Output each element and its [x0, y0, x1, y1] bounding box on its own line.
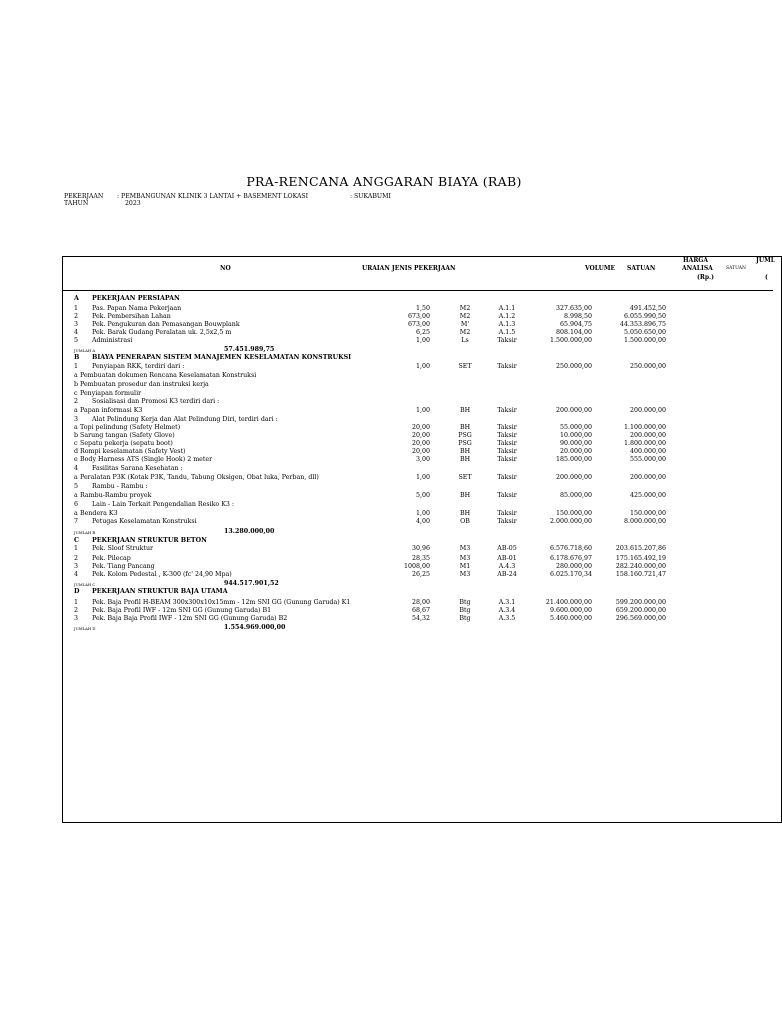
- row-jumlah: 5.050.650,00: [623, 329, 666, 336]
- row-volume: 1,00: [415, 510, 430, 517]
- row-number: b: [74, 381, 79, 388]
- row-volume: 673,00: [407, 313, 430, 320]
- row-description: Pek. Pengukuran dan Pemasangan Bouwplank: [92, 321, 240, 328]
- row-description: Alat Pelindung Kerja dan Alat Pelindung Diri, terdiri dari :: [92, 416, 278, 423]
- header-satuan-small: SATUAN: [726, 266, 746, 271]
- row-satuan: BH: [459, 424, 471, 431]
- row-harga-satuan: 2.000.000,00: [549, 518, 592, 525]
- row-harga-satuan: 327.635,00: [555, 305, 592, 312]
- header-analisa: ANALISA: [682, 265, 713, 272]
- row-analisa: Taksir: [497, 407, 517, 414]
- subtotal-label: JUMLAH D: [74, 626, 96, 631]
- row-number: 4: [74, 465, 79, 472]
- row-number: 2: [74, 555, 79, 562]
- row-harga-satuan: 250.000,00: [555, 363, 592, 370]
- row-description: Pembuatan prosedur dan instruksi kerja: [80, 381, 209, 388]
- row-harga-satuan: 808.104,00: [555, 329, 592, 336]
- row-volume: 26,25: [411, 571, 430, 578]
- row-jumlah: 659.200.000,00: [615, 607, 666, 614]
- row-analisa: A.1.2: [498, 313, 516, 320]
- row-analisa: AB-05: [497, 545, 517, 552]
- header-divider: [63, 290, 773, 291]
- row-description: Pek. Pembersihan Lahan: [92, 313, 171, 320]
- row-number: 7: [74, 518, 79, 525]
- row-satuan: M3: [459, 571, 471, 578]
- row-harga-satuan: 150.000,00: [555, 510, 592, 517]
- row-harga-satuan: 55.000,00: [559, 424, 592, 431]
- row-jumlah: 491.452,50: [629, 305, 666, 312]
- row-satuan: PSG: [458, 440, 472, 447]
- row-harga-satuan: 9.600.000,00: [549, 607, 592, 614]
- row-number: 5: [74, 337, 79, 344]
- row-description: Rompi keselamatan (Safety Vest): [80, 448, 186, 455]
- row-satuan: Btg: [459, 607, 471, 614]
- row-number: 3: [74, 416, 79, 423]
- row-description: Pek. Kolom Pedestal , K-300 (fc' 24,90 Mpa): [92, 571, 232, 578]
- tahun-label: TAHUN: [64, 200, 89, 207]
- row-analisa: AB-24: [497, 571, 517, 578]
- page-title: PRA-RENCANA ANGGARAN BIAYA (RAB): [246, 174, 522, 189]
- row-jumlah: 599.200.000,00: [615, 599, 666, 606]
- row-analisa: Taksir: [497, 448, 517, 455]
- row-volume: 1,00: [415, 337, 430, 344]
- row-satuan: SET: [458, 474, 472, 481]
- row-jumlah: 282.240.000,00: [615, 563, 666, 570]
- row-number: 3: [74, 615, 79, 622]
- row-harga-satuan: 200.000,00: [555, 407, 592, 414]
- header-jumlah: JUML: [756, 257, 775, 264]
- row-description: Lain - Lain Terkait Pengendalian Resiko K3 :: [92, 501, 235, 508]
- row-volume: 30,96: [411, 545, 430, 552]
- row-satuan: PSG: [458, 432, 472, 439]
- row-harga-satuan: 200.000,00: [555, 474, 592, 481]
- row-satuan: Btg: [459, 599, 471, 606]
- row-description: PEKERJAAN PERSIAPAN: [92, 295, 180, 302]
- row-number: a: [74, 407, 78, 414]
- row-jumlah: 158.160.721,47: [615, 571, 666, 578]
- row-harga-satuan: 20.000,00: [559, 448, 592, 455]
- row-harga-satuan: 6.576.718,60: [549, 545, 592, 552]
- row-description: Bendera K3: [80, 510, 118, 517]
- header-rp: (Rp.): [697, 274, 714, 281]
- subtotal-value: 1.554.969.000,00: [224, 624, 286, 631]
- row-jumlah: 200.000,00: [629, 474, 666, 481]
- row-satuan: M3: [459, 555, 471, 562]
- row-satuan: M': [460, 321, 470, 328]
- row-harga-satuan: 6.178.676,97: [549, 555, 592, 562]
- row-description: Pek. Baja Baja Profil IWF - 12m SNI GG (Gunung Garuda) B2: [92, 615, 288, 622]
- row-description: Papan informasi K3: [80, 407, 143, 414]
- row-description: BIAYA PENERAPAN SISTEM MANAJEMEN KESELAMATAN KONSTRUKSI: [92, 354, 352, 361]
- subtotal-value: 57.451.989,75: [224, 346, 275, 353]
- row-analisa: A.1.3: [498, 321, 516, 328]
- row-analisa: Taksir: [497, 440, 517, 447]
- row-analisa: Taksir: [497, 456, 517, 463]
- row-harga-satuan: 90.000,00: [559, 440, 592, 447]
- subtotal-label: JUMLAH C: [74, 582, 96, 587]
- row-analisa: Taksir: [497, 492, 517, 499]
- row-volume: 54,32: [411, 615, 430, 622]
- row-description: Pek. Barak Gudang Peralatan uk. 2,5x2,5 m: [92, 329, 232, 336]
- row-harga-satuan: 280.000,00: [555, 563, 592, 570]
- row-harga-satuan: 6.025.170,34: [549, 571, 592, 578]
- row-volume: 20,00: [411, 432, 430, 439]
- row-description: Peralatan P3K (Kotak P3K, Tandu, Tabung Oksigen, Obat luka, Perban, dll): [80, 474, 319, 481]
- row-volume: 1,50: [415, 305, 430, 312]
- header-volume: VOLUME: [585, 265, 616, 272]
- row-jumlah: 555.000,00: [629, 456, 666, 463]
- row-volume: 3,00: [415, 456, 430, 463]
- row-description: PEKERJAAN STRUKTUR BETON: [92, 537, 207, 544]
- row-number: a: [74, 424, 78, 431]
- row-number: 4: [74, 329, 79, 336]
- row-analisa: Taksir: [497, 432, 517, 439]
- row-jumlah: 200.000,00: [629, 407, 666, 414]
- row-description: Penyiapan RKK, terdiri dari :: [92, 363, 185, 370]
- row-volume: 1008,00: [403, 563, 430, 570]
- row-volume: 1,00: [415, 474, 430, 481]
- row-jumlah: 8.000.000,00: [623, 518, 666, 525]
- row-volume: 20,00: [411, 424, 430, 431]
- row-jumlah: 1.100.000,00: [623, 424, 666, 431]
- row-analisa: A.3.5: [498, 615, 516, 622]
- row-volume: 20,00: [411, 448, 430, 455]
- row-jumlah: 175.165.492,19: [615, 555, 666, 562]
- row-satuan: Btg: [459, 615, 471, 622]
- row-analisa: Taksir: [497, 363, 517, 370]
- row-satuan: BH: [459, 456, 471, 463]
- row-number: 1: [74, 363, 79, 370]
- row-volume: 4,00: [415, 518, 430, 525]
- header-uraian: URAIAN JENIS PEKERJAAN: [362, 265, 456, 272]
- row-satuan: BH: [459, 448, 471, 455]
- row-number: c: [74, 440, 78, 447]
- row-description: Pek. Pilecap: [92, 555, 131, 562]
- row-analisa: Taksir: [497, 518, 517, 525]
- row-analisa: A.1.5: [498, 329, 516, 336]
- row-number: 1: [74, 545, 79, 552]
- row-description: Pek. Tiang Pancang: [92, 563, 155, 570]
- row-description: Petugas Keselamatan Konstruksi: [92, 518, 197, 525]
- row-number: C: [74, 537, 80, 544]
- row-volume: 1,00: [415, 407, 430, 414]
- row-analisa: Taksir: [497, 474, 517, 481]
- row-satuan: M1: [459, 563, 471, 570]
- row-description: Pek. Baja Profil H-BEAM 300x300x10x15mm - 12m SNI GG (Gunung Garuda) K1: [92, 599, 351, 606]
- row-harga-satuan: 1.500.000,00: [549, 337, 592, 344]
- row-volume: 1,00: [415, 363, 430, 370]
- row-number: 4: [74, 571, 79, 578]
- row-harga-satuan: 65.904,75: [559, 321, 592, 328]
- row-analisa: Taksir: [497, 510, 517, 517]
- row-satuan: M3: [459, 545, 471, 552]
- row-number: 2: [74, 607, 79, 614]
- row-volume: 68,67: [411, 607, 430, 614]
- subtotal-label: JUMLAH A: [74, 348, 96, 353]
- row-volume: 20,00: [411, 440, 430, 447]
- row-satuan: M2: [459, 313, 471, 320]
- row-jumlah: 425.000,00: [629, 492, 666, 499]
- header-harga: HARGA: [683, 257, 709, 264]
- header-no: NO: [220, 265, 231, 272]
- subtotal-value: 13.280.000,00: [224, 528, 275, 535]
- row-description: Body Harness ATS (Single Hook) 2 meter: [80, 456, 213, 463]
- row-harga-satuan: 8.998,50: [563, 313, 592, 320]
- row-satuan: M2: [459, 305, 471, 312]
- row-description: Sepatu pekerja (sepatu boot): [80, 440, 173, 447]
- row-jumlah: 150.000,00: [629, 510, 666, 517]
- row-description: PEKERJAAN STRUKTUR BAJA UTAMA: [92, 588, 228, 595]
- header-satuan: SATUAN: [627, 265, 656, 272]
- row-harga-satuan: 10.000,00: [559, 432, 592, 439]
- row-description: Administrasi: [92, 337, 133, 344]
- pekerjaan-label: PEKERJAAN: [64, 193, 104, 200]
- row-number: 2: [74, 313, 79, 320]
- row-number: D: [74, 588, 80, 595]
- row-description: Pek. Sloof Struktur: [92, 545, 154, 552]
- row-description: Pembuatan dokumen Rencana Keselamatan Konstruksi: [80, 372, 257, 379]
- row-number: 1: [74, 305, 79, 312]
- row-jumlah: 1.500.000,00: [623, 337, 666, 344]
- row-number: c: [74, 390, 78, 397]
- row-number: a: [74, 510, 78, 517]
- row-jumlah: 6.055.990,50: [623, 313, 666, 320]
- row-satuan: Ls: [461, 337, 469, 344]
- row-number: 3: [74, 321, 79, 328]
- row-jumlah: 296.569.000,00: [615, 615, 666, 622]
- row-description: Fasilitas Sarana Kesehatan :: [92, 465, 183, 472]
- row-volume: 5,00: [415, 492, 430, 499]
- row-description: Rambu-Rambu proyek: [80, 492, 152, 499]
- row-jumlah: 250.000,00: [629, 363, 666, 370]
- lokasi-value: : SUKABUMI: [350, 193, 391, 200]
- row-number: 1: [74, 599, 79, 606]
- tahun-value: 2023: [125, 200, 141, 207]
- row-analisa: AB-01: [497, 555, 517, 562]
- row-number: 3: [74, 563, 79, 570]
- row-analisa: A.1.1: [498, 305, 516, 312]
- row-analisa: A.3.4: [498, 607, 516, 614]
- row-jumlah: 400.000,00: [629, 448, 666, 455]
- row-harga-satuan: 85.000,00: [559, 492, 592, 499]
- row-harga-satuan: 5.460.000,00: [549, 615, 592, 622]
- row-number: 5: [74, 483, 79, 490]
- row-number: a: [74, 474, 78, 481]
- row-jumlah: 1.800.000,00: [623, 440, 666, 447]
- row-jumlah: 44.353.896,75: [619, 321, 666, 328]
- row-number: a: [74, 492, 78, 499]
- row-volume: 673,00: [407, 321, 430, 328]
- row-number: A: [74, 295, 79, 302]
- row-description: Sosialisasi dan Promosi K3 terdiri dari :: [92, 398, 220, 405]
- row-satuan: M2: [459, 329, 471, 336]
- row-analisa: A.3.1: [498, 599, 516, 606]
- row-description: Topi pelindung (Safety Helmet): [80, 424, 181, 431]
- subtotal-label: JUMLAH B: [74, 530, 96, 535]
- row-analisa: Taksir: [497, 337, 517, 344]
- row-satuan: BH: [459, 510, 471, 517]
- row-analisa: Taksir: [497, 424, 517, 431]
- row-number: 2: [74, 398, 79, 405]
- row-volume: 28,35: [411, 555, 430, 562]
- row-satuan: SET: [458, 363, 472, 370]
- row-jumlah: 203.615.207,86: [615, 545, 666, 552]
- row-satuan: OB: [460, 518, 470, 525]
- row-number: B: [74, 354, 80, 361]
- row-volume: 6,25: [415, 329, 430, 336]
- row-satuan: BH: [459, 407, 471, 414]
- row-number: d: [74, 448, 79, 455]
- header-jumlah-paren: (: [765, 274, 768, 281]
- row-harga-satuan: 21.400.000,00: [545, 599, 592, 606]
- row-analisa: A.4.3: [498, 563, 516, 570]
- row-number: 6: [74, 501, 79, 508]
- row-jumlah: 200.000,00: [629, 432, 666, 439]
- row-description: Rambu - Rambu :: [92, 483, 148, 490]
- row-number: a: [74, 372, 78, 379]
- row-description: Sarung tangan (Safety Glove): [80, 432, 175, 439]
- row-description: Pek. Baja Profil IWF - 12m SNI GG (Gunung Garuda) B1: [92, 607, 272, 614]
- row-number: b: [74, 432, 79, 439]
- subtotal-value: 944.517.901,52: [224, 580, 279, 587]
- row-description: Pas. Papan Nama Pekerjaan: [92, 305, 182, 312]
- pekerjaan-value: : PEMBANGUNAN KLINIK 3 LANTAI + BASEMENT LOKASI: [117, 193, 309, 200]
- row-satuan: BH: [459, 492, 471, 499]
- row-volume: 28,00: [411, 599, 430, 606]
- row-harga-satuan: 185.000,00: [555, 456, 592, 463]
- row-description: Penyiapan formulir: [80, 390, 142, 397]
- row-number: e: [74, 456, 78, 463]
